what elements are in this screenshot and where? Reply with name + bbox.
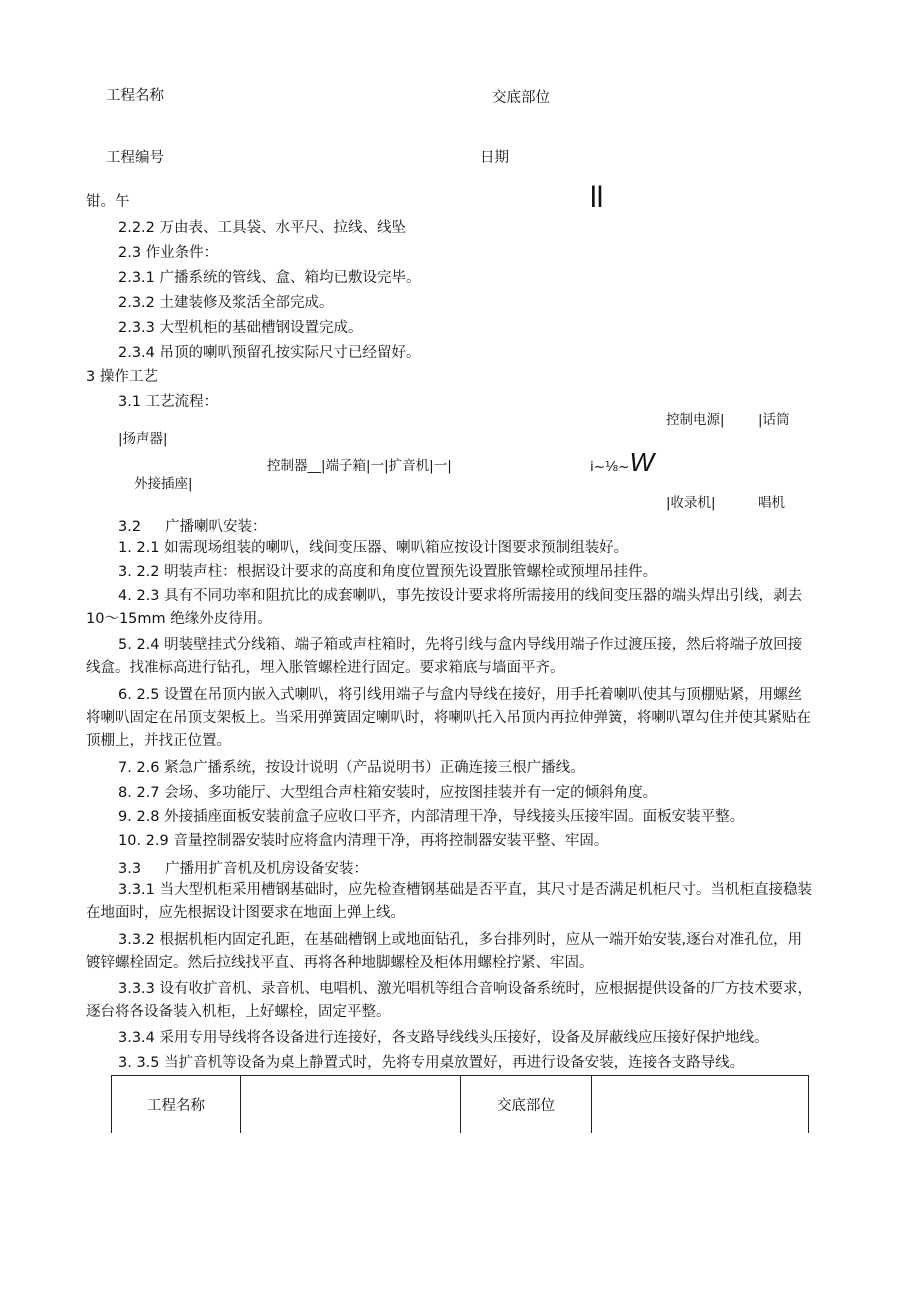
project-name-label: 工程名称: [106, 88, 164, 104]
line-2-3-3: 2.3.3 大型机柜的基础槽钢设置完成。: [118, 320, 363, 336]
section-3-2-item: [86, 634, 816, 680]
section-3-3-item: [86, 1027, 816, 1050]
section-3-3-item: [86, 879, 816, 925]
section-3-3-item: [86, 1052, 816, 1075]
section-3-2-title: [118, 515, 267, 536]
item-text: 4. 2.3 具有不同功率和阻抗比的成套喇叭，事先按设计要求将所需接用的线间变压器的端头焊出引线，剥去 10～15mm 绝缘外皮待用。: [86, 588, 803, 627]
flow-squiggle-w: W: [629, 447, 655, 477]
section-3-2-item: [86, 782, 816, 805]
flow-speaker: |扬声器|: [118, 431, 168, 447]
item-text: 10. 2.9 音量控制器安装时应将盒内清理干净，再将控制器安装平整、牢固。: [118, 833, 609, 849]
footer-handover-part-value: [592, 1076, 809, 1134]
handover-part-label: 交底部位: [492, 90, 550, 106]
footer-table: [111, 1075, 809, 1133]
section-3-3-text: 广播用扩音机及机房设备安装：: [165, 861, 369, 877]
item-text: 3.3.4 采用专用导线将各设备进行连接好，各支路导线线头压接好，设备及屏蔽线应压接好保护地线。: [118, 1030, 769, 1046]
item-text: 1. 2.1 如需现场组装的喇叭，线间变压器、喇叭箱应按设计图要求预制组装好。: [118, 540, 629, 556]
item-text: 5. 2.4 明装壁挂式分线箱、端子箱或声柱箱时，先将引线与盒内导线用端子作过渡压接，然后将端子放回接线盒。找准标高进行钻孔，埋入胀管螺栓进行固定。要求箱底与墙面平齐。: [86, 637, 803, 676]
section-3-3-number: 3.3: [118, 861, 142, 877]
section-3-3-item: [86, 929, 816, 975]
section-3-2-item: [86, 830, 816, 853]
item-text: 3. 3.5 当扩音机等设备为桌上静置式时，先将专用桌放置好，再进行设备安装，连接各支路导线。: [118, 1055, 745, 1071]
flow-microphone: |话筒: [758, 412, 790, 428]
line-2-3-4: 2.3.4 吊顶的喇叭预留孔按实际尺寸已经留好。: [118, 345, 421, 361]
line-2-3-1: 2.3.1 广播系统的管线、盒、箱均已敷设完毕。: [118, 270, 421, 286]
flow-outlet: 外接插座|: [134, 476, 193, 492]
item-text: 3.3.3 设有收扩音机、录音机、电唱机、激光唱机等组合音响设备系统时，应根据提供设备的厂方技术要求，逐台将各设备装入机柜，上好螺栓，固定平整。: [86, 981, 812, 1020]
flow-radio: |收录机|: [666, 495, 716, 511]
flow-squiggle-text: i~⅛~: [590, 459, 630, 475]
line-2-3: 2.3 作业条件：: [118, 245, 219, 261]
item-text: 8. 2.7 会场、多功能厅、大型组合声柱箱安装时，应按图挂装并有一定的倾斜角度。: [118, 785, 658, 801]
section-3-2-text: 广播喇叭安装：: [165, 519, 267, 535]
footer-handover-part-label: 交底部位: [461, 1076, 592, 1134]
section-3-3-item: [86, 978, 816, 1024]
item-text: 7. 2.6 紧急广播系统，按设计说明（产品说明书）正确连接三根广播线。: [118, 760, 585, 776]
item-text: 6. 2.5 设置在吊顶内嵌入式喇叭，将引线用端子与盒内导线在接好，用手托着喇叭使其与顶棚贴紧，用螺丝将喇叭固定在吊顶支架板上。当采用弹簧固定喇叭时，将喇叭托入吊顶内再拉伸弹簧，将喇叭罩勾住并使其紧贴在顶棚上，并找正位置。: [86, 687, 811, 749]
flow-chain: 控制器__|端子箱|一|扩音机|一|: [267, 458, 452, 474]
section-3-2-item: [86, 806, 816, 829]
item-text: 3.3.2 根据机柜内固定孔距，在基础槽钢上或地面钻孔，多台排列时，应从一端开始安装,逐台对准孔位，用镀锌螺栓固定。然后拉线找平直、再将各种地脚螺栓及柜体用螺栓拧紧、牢固。: [86, 932, 803, 971]
date-label: 日期: [480, 150, 509, 166]
heading-3: 3 操作工艺: [86, 369, 158, 385]
flow-squiggle: [590, 447, 654, 478]
fragment-text: 钳。午: [86, 194, 130, 210]
section-3-2-number: 3.2: [118, 519, 142, 535]
flow-turntable: 唱机: [758, 495, 785, 511]
line-2-3-2: 2.3.2 土建装修及浆活全部完成。: [118, 295, 334, 311]
flow-control-power: 控制电源|: [666, 412, 725, 428]
item-text: 9. 2.8 外接插座面板安装前盒子应收口平齐，内部清理干净，导线接头压接牢固。面板安装平整。: [118, 809, 745, 825]
line-3-1: 3.1 工艺流程：: [118, 394, 219, 410]
section-3-2-item: [86, 684, 816, 753]
item-text: 3. 2.2 明装声柱：根据设计要求的高度和角度位置预先设置胀管螺栓或预埋吊挂件。: [118, 564, 658, 580]
section-3-2-item: [86, 757, 816, 780]
footer-project-name-label: 工程名称: [112, 1076, 241, 1134]
section-3-2-item: [86, 537, 816, 560]
line-2-2-2: 2.2.2 万由表、工具袋、水平尺、拉线、线坠: [118, 220, 407, 236]
section-3-3-title: [118, 857, 368, 878]
section-3-2-item: [86, 561, 816, 584]
footer-project-name-value: [241, 1076, 461, 1134]
project-number-label: 工程编号: [106, 150, 164, 166]
section-3-2-item: [86, 585, 816, 631]
fragment-mark: ll: [590, 181, 604, 214]
item-text: 3.3.1 当大型机柜采用槽钢基础时，应先检查槽钢基础是否平直，其尺寸是否满足机柜尺寸。当机柜直接稳装在地面时，应先根据设计图要求在地面上弹上线。: [86, 882, 812, 921]
